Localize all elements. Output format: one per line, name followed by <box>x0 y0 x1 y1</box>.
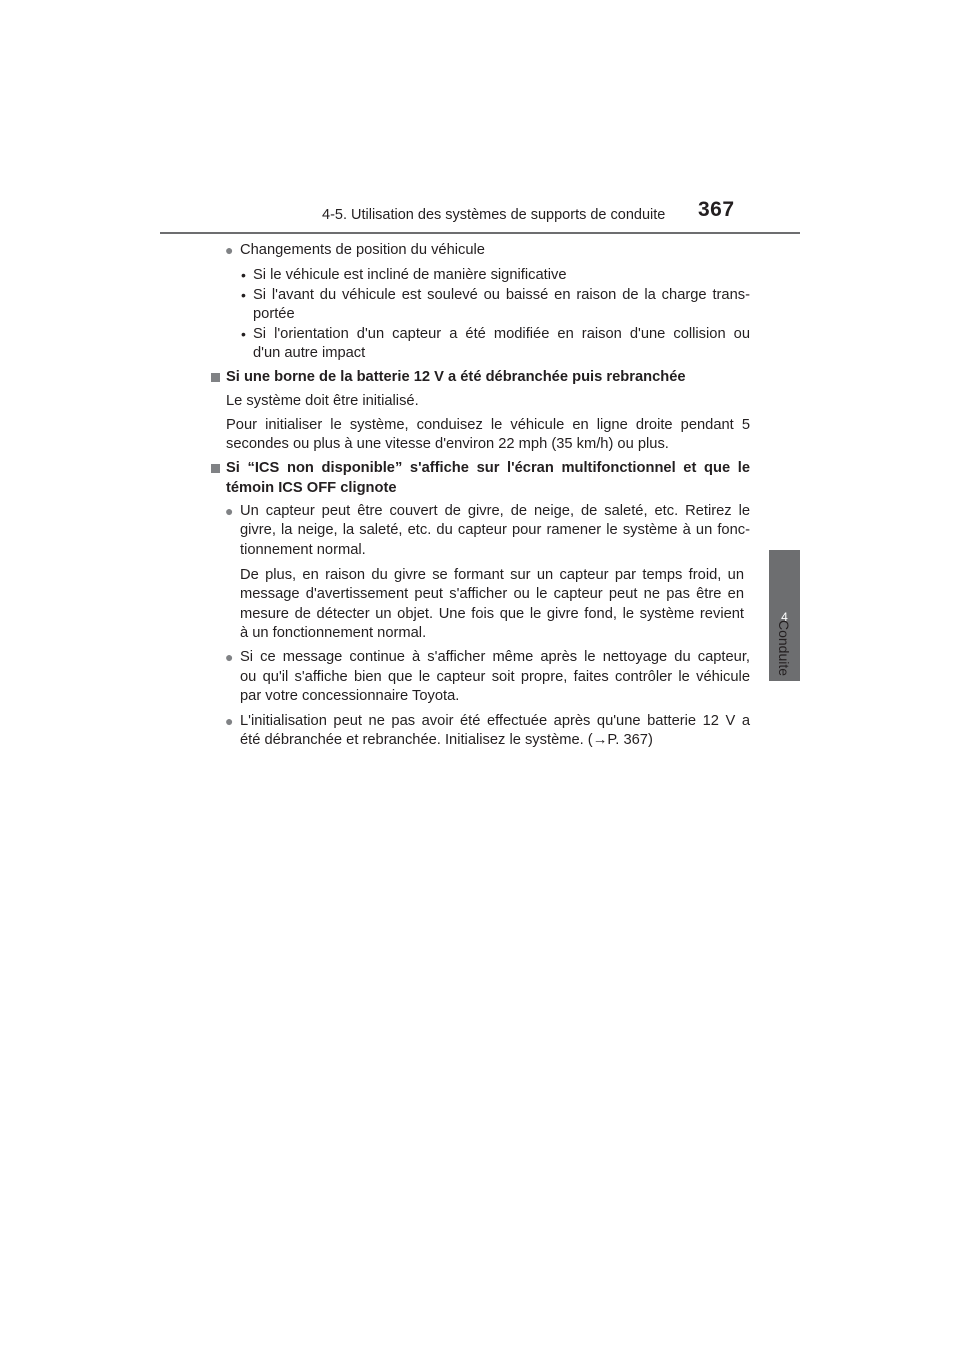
item-line: Un capteur peut être couvert de givre, de neige, de saleté, etc. Retirez le <box>240 503 750 519</box>
section-marker-icon <box>211 373 220 382</box>
bullet-icon: ● <box>225 649 234 665</box>
section-heading: Si une borne de la batterie 12 V a été débranchée puis rebranchée <box>226 369 686 385</box>
bullet-icon: ● <box>225 503 234 519</box>
chapter-label: Conduite <box>776 620 792 677</box>
list-item-line: d'un autre impact <box>253 345 366 361</box>
item-title: Changements de position du véhicule <box>240 242 485 258</box>
header-divider <box>160 232 800 234</box>
bullet-icon: ● <box>225 242 234 258</box>
item-line: givre, la neige, la saleté, etc. du capteur pour ramener le système à un fonc- <box>240 522 750 538</box>
list-item: Si le véhicule est incliné de manière significative <box>253 267 567 283</box>
list-item-line: Si l'avant du véhicule est soulevé ou baissé en raison de la charge trans- <box>253 287 750 303</box>
list-dot: • <box>241 326 246 342</box>
item-line: mesure de détecter un objet. Une fois que le givre fond, le système revient <box>240 606 744 622</box>
item-line: été débranchée et rebranchée. Initialisez le système. (→P. 367) <box>240 732 653 748</box>
item-line: ou qu'il s'affiche bien que le capteur soit propre, faites contrôler le véhicule <box>240 669 750 685</box>
item-line: De plus, en raison du givre se formant sur un capteur par temps froid, un <box>240 567 744 583</box>
section-title: 4-5. Utilisation des systèmes de supports de conduite <box>322 207 666 223</box>
item-line: message d'avertissement peut s'afficher ou le capteur peut ne pas être en <box>240 586 744 602</box>
list-dot: • <box>241 287 246 303</box>
list-item-line: Si l'orientation d'un capteur a été modifiée en raison d'une collision ou <box>253 326 750 342</box>
item-line: L'initialisation peut ne pas avoir été effectuée après qu'une batterie 12 V a <box>240 713 750 729</box>
item-line: par votre concessionnaire Toyota. <box>240 688 460 704</box>
chapter-number: 4 <box>781 610 788 624</box>
list-dot: • <box>241 267 246 283</box>
paragraph-line: Pour initialiser le système, conduisez le véhicule en ligne droite pendant 5 <box>226 417 750 433</box>
paragraph-line: secondes ou plus à une vitesse d'environ 22 mph (35 km/h) ou plus. <box>226 436 669 452</box>
section-marker-icon <box>211 464 220 473</box>
bullet-icon: ● <box>225 713 234 729</box>
list-item-line: portée <box>253 306 295 322</box>
section-heading-line: témoin ICS OFF clignote <box>226 480 397 496</box>
paragraph: Le système doit être initialisé. <box>226 393 419 409</box>
item-line: à un fonctionnement normal. <box>240 625 427 641</box>
item-line: tionnement normal. <box>240 542 366 558</box>
page-number: 367 <box>698 198 735 221</box>
section-heading-line: Si “ICS non disponible” s'affiche sur l'écran multifonctionnel et que le <box>226 460 750 476</box>
item-line: Si ce message continue à s'afficher même après le nettoyage du capteur, <box>240 649 750 665</box>
